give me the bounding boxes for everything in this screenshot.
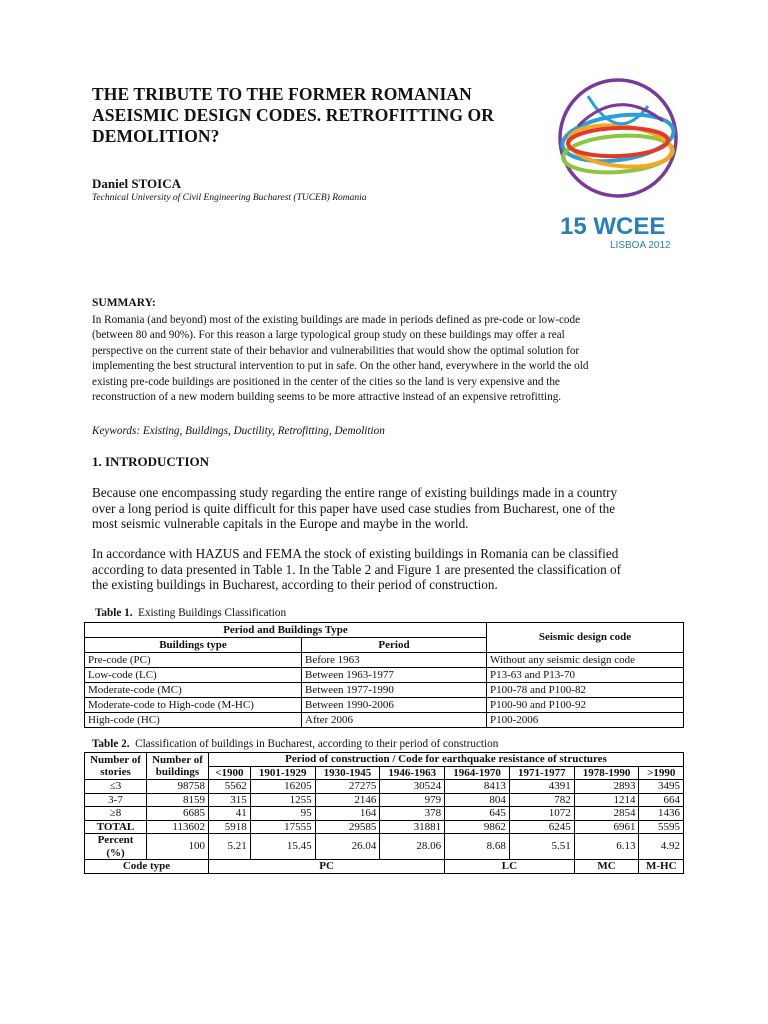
table-row bbox=[85, 698, 684, 713]
intro-line: the existing buildings in Bucharest, according to their period of construction. bbox=[92, 577, 498, 593]
intro-line: Because one encompassing study regarding the entire range of existing buildings made in a country bbox=[92, 485, 618, 500]
cell: 27275 bbox=[315, 780, 380, 794]
table2-caption bbox=[92, 738, 498, 750]
table2-period-col: 1901-1929 bbox=[250, 766, 315, 780]
cell: 16205 bbox=[250, 780, 315, 794]
table-row bbox=[85, 668, 684, 683]
table1-type-header: Buildings type bbox=[85, 638, 302, 653]
table2 bbox=[84, 752, 684, 874]
row-label: ≤3 bbox=[85, 780, 147, 794]
row-label: TOTAL bbox=[85, 820, 147, 834]
code-pc: PC bbox=[209, 860, 445, 874]
table2-period-col: <1900 bbox=[209, 766, 251, 780]
cell: 2146 bbox=[315, 793, 380, 807]
cell: 6961 bbox=[574, 820, 639, 834]
summary-heading: SUMMARY: bbox=[92, 297, 156, 309]
code-lc: LC bbox=[445, 860, 575, 874]
cell: 1255 bbox=[250, 793, 315, 807]
cell: 2854 bbox=[574, 807, 639, 821]
cell: 8.68 bbox=[445, 834, 510, 860]
cell: 164 bbox=[315, 807, 380, 821]
row-label: Percent (%) bbox=[85, 834, 147, 860]
table1-caption bbox=[95, 607, 286, 619]
cell: Moderate-code to High-code (M-HC) bbox=[85, 698, 302, 713]
table2-stories-header: Number of stories bbox=[85, 753, 147, 780]
table2-buildings-header: Number of buildings bbox=[147, 753, 209, 780]
table2-period-col: 1978-1990 bbox=[574, 766, 639, 780]
cell: 979 bbox=[380, 793, 445, 807]
intro-line: according to data presented in Table 1. In the Table 2 and Figure 1 are presented the classification of bbox=[92, 561, 622, 577]
intro-paragraph-2 bbox=[92, 546, 677, 593]
cell: 41 bbox=[209, 807, 251, 821]
cell: 15.45 bbox=[250, 834, 315, 860]
table2-caption-label: Table 2. bbox=[92, 738, 130, 750]
table1-period-header: Period bbox=[302, 638, 487, 653]
table-row bbox=[85, 820, 684, 834]
cell: 28.06 bbox=[380, 834, 445, 860]
logo-subtext: LISBOA 2012 bbox=[610, 240, 671, 251]
cell: 1436 bbox=[639, 807, 684, 821]
cell: 2893 bbox=[574, 780, 639, 794]
intro-line: In accordance with HAZUS and FEMA the stock of existing buildings in Romania can be classified bbox=[92, 546, 619, 561]
summary-line: In Romania (and beyond) most of the existing buildings are made in periods defined as pre-code or low-code bbox=[92, 314, 581, 326]
row-total: 113602 bbox=[147, 820, 209, 834]
cell: P100-78 and P100-82 bbox=[487, 683, 684, 698]
cell: 1072 bbox=[509, 807, 574, 821]
cell: 645 bbox=[445, 807, 510, 821]
cell: Moderate-code (MC) bbox=[85, 683, 302, 698]
cell: 5595 bbox=[639, 820, 684, 834]
cell: 6245 bbox=[509, 820, 574, 834]
wcee-logo bbox=[548, 66, 698, 256]
cell: 9862 bbox=[445, 820, 510, 834]
cell: 30524 bbox=[380, 780, 445, 794]
cell: 664 bbox=[639, 793, 684, 807]
cell: P100-90 and P100-92 bbox=[487, 698, 684, 713]
cell: 26.04 bbox=[315, 834, 380, 860]
table1-code-header: Seismic design code bbox=[487, 623, 684, 653]
code-mhc: M-HC bbox=[639, 860, 684, 874]
table-row bbox=[85, 683, 684, 698]
intro-heading: 1. INTRODUCTION bbox=[92, 454, 210, 469]
row-total: 100 bbox=[147, 834, 209, 860]
cell: 17555 bbox=[250, 820, 315, 834]
cell: 4.92 bbox=[639, 834, 684, 860]
cell: 29585 bbox=[315, 820, 380, 834]
table-row bbox=[85, 653, 684, 668]
table-row bbox=[85, 834, 684, 860]
cell: 5.21 bbox=[209, 834, 251, 860]
author-affiliation: Technical University of Civil Engineering Bucharest (TUCEB) Romania bbox=[92, 193, 367, 203]
cell: 6.13 bbox=[574, 834, 639, 860]
cell: 5562 bbox=[209, 780, 251, 794]
cell: After 2006 bbox=[302, 713, 487, 728]
code-mc: MC bbox=[574, 860, 639, 874]
keywords: Keywords: Existing, Buildings, Ductility, Retrofitting, Demolition bbox=[92, 425, 385, 437]
cell: P13-63 and P13-70 bbox=[487, 668, 684, 683]
summary-line: perspective on the current state of their behavior and vulnerabilities that would show the optimal solution for bbox=[92, 344, 580, 357]
row-label: 3-7 bbox=[85, 793, 147, 807]
table2-code-row bbox=[85, 860, 684, 874]
table-row bbox=[85, 793, 684, 807]
cell: Low-code (LC) bbox=[85, 668, 302, 683]
table2-caption-text: Classification of buildings in Bucharest, according to their period of construction bbox=[135, 738, 499, 750]
summary-line: existing pre-code buildings are positioned in the center of the cities so the land is very expensive and the bbox=[92, 375, 560, 388]
table-row bbox=[85, 780, 684, 794]
cell: 4391 bbox=[509, 780, 574, 794]
table1-caption-label: Table 1. bbox=[95, 607, 133, 619]
summary-line: reconstruction of a new modern building seems to be more attractive instead of an expensive retrofitting. bbox=[92, 391, 562, 404]
cell: Between 1963-1977 bbox=[302, 668, 487, 683]
cell: High-code (HC) bbox=[85, 713, 302, 728]
cell: Between 1977-1990 bbox=[302, 683, 487, 698]
table2-period-col: 1971-1977 bbox=[509, 766, 574, 780]
table2-period-header: Period of construction / Code for earthquake resistance of structures bbox=[209, 753, 684, 767]
cell: 3495 bbox=[639, 780, 684, 794]
table2-period-col: >1990 bbox=[639, 766, 684, 780]
cell: 8413 bbox=[445, 780, 510, 794]
summary-line: implementing the best structural intervention to put in safe. On the other hand, everywhere in the world the old bbox=[92, 360, 589, 373]
paper-title: THE TRIBUTE TO THE FORMER ROMANIAN ASEISMIC DESIGN CODES. RETROFITTING OR DEMOLITION? bbox=[92, 84, 495, 146]
cell: 95 bbox=[250, 807, 315, 821]
cell: Pre-code (PC) bbox=[85, 653, 302, 668]
cell: Between 1990-2006 bbox=[302, 698, 487, 713]
intro-line: over a long period is quite difficult for this paper have used case studies from Bucharest, one of the bbox=[92, 500, 616, 516]
table2-period-col: 1930-1945 bbox=[315, 766, 380, 780]
table2-period-col: 1946-1963 bbox=[380, 766, 445, 780]
table1 bbox=[84, 622, 684, 728]
row-total: 98758 bbox=[147, 780, 209, 794]
cell: 378 bbox=[380, 807, 445, 821]
summary-line: (between 80 and 90%). For this reason a large typological group study on these buildings may offer a real bbox=[92, 329, 565, 342]
cell: 5.51 bbox=[509, 834, 574, 860]
cell: 315 bbox=[209, 793, 251, 807]
cell: 31881 bbox=[380, 820, 445, 834]
cell: 804 bbox=[445, 793, 510, 807]
cell: 5918 bbox=[209, 820, 251, 834]
summary-paragraph bbox=[92, 313, 677, 405]
author-name: Daniel STOICA bbox=[92, 176, 181, 191]
code-type-label: Code type bbox=[85, 860, 209, 874]
cell: Without any seismic design code bbox=[487, 653, 684, 668]
logo-text: 15 WCEE bbox=[560, 213, 666, 240]
cell: 1214 bbox=[574, 793, 639, 807]
table-row bbox=[85, 807, 684, 821]
intro-paragraph-1 bbox=[92, 485, 677, 532]
table1-caption-text: Existing Buildings Classification bbox=[138, 607, 287, 619]
cell: P100-2006 bbox=[487, 713, 684, 728]
cell: Before 1963 bbox=[302, 653, 487, 668]
intro-line: most seismic vulnerable capitals in the Europe and maybe in the world. bbox=[92, 516, 469, 532]
row-total: 6685 bbox=[147, 807, 209, 821]
table1-group-header: Period and Buildings Type bbox=[85, 623, 487, 638]
table2-period-col: 1964-1970 bbox=[445, 766, 510, 780]
table-row bbox=[85, 713, 684, 728]
cell: 782 bbox=[509, 793, 574, 807]
row-total: 8159 bbox=[147, 793, 209, 807]
row-label: ≥8 bbox=[85, 807, 147, 821]
